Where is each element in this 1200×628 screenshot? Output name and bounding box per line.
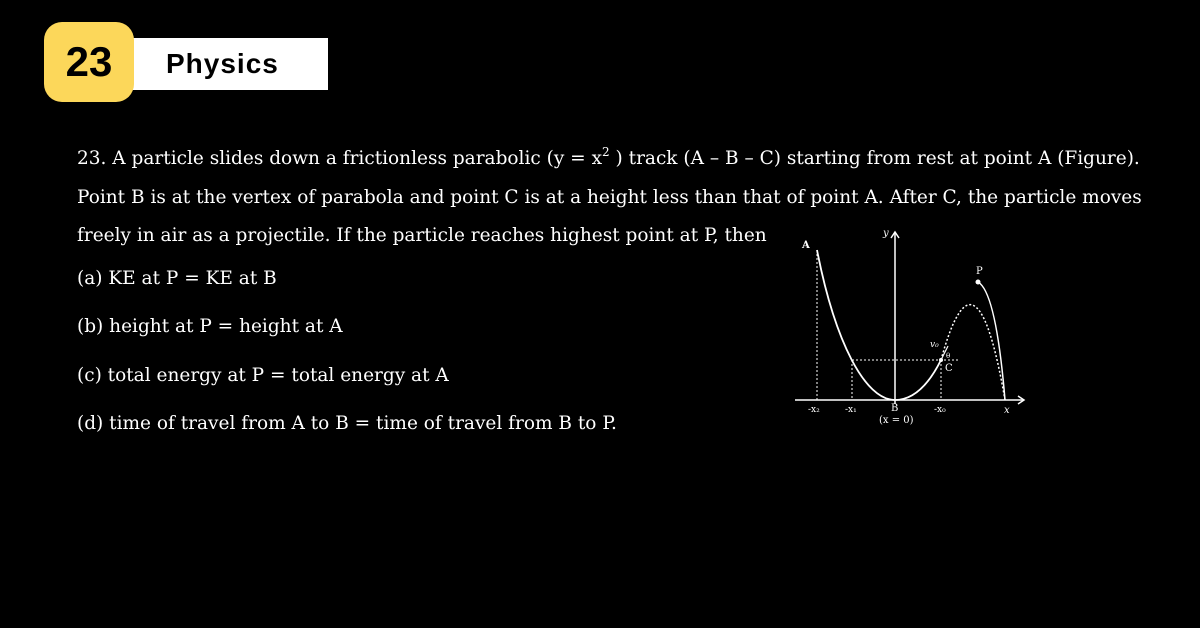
label-a: A xyxy=(802,240,810,251)
label-p: P xyxy=(976,266,983,277)
tick-b: B xyxy=(891,403,899,414)
point-p-marker xyxy=(976,280,981,285)
option-a: (a) KE at P = KE at B xyxy=(77,268,277,289)
exponent: 2 xyxy=(602,145,610,159)
parabolic-track xyxy=(817,250,941,400)
question-line-1-start: 23. A particle slides down a frictionless parabolic (y = x xyxy=(77,148,603,169)
option-b: (b) height at P = height at A xyxy=(77,316,343,337)
point-c-marker xyxy=(939,358,943,362)
parabolic-track-figure xyxy=(790,222,1040,432)
tick-neg-x1: -x₁ xyxy=(845,405,857,415)
question-number-badge: 23 xyxy=(44,22,134,102)
label-v0: v₀ xyxy=(930,340,939,350)
label-x: x xyxy=(1004,405,1010,416)
label-theta: θ xyxy=(946,352,951,360)
caption-x-zero: (x = 0) xyxy=(879,415,914,426)
option-d: (d) time of travel from A to B = time of travel from B to P. xyxy=(77,413,617,434)
tick-neg-x2: -x₂ xyxy=(808,405,820,415)
label-c: C xyxy=(945,363,953,374)
projectile-path xyxy=(941,305,1005,400)
question-line-1-end: ) track (A – B – C) starting from rest at point A (Figure). xyxy=(609,148,1140,169)
question-line-2: Point B is at the vertex of parabola and point C is at a height less than that of point A. After C, the particle moves xyxy=(77,186,1142,208)
question-line-1 xyxy=(77,140,1167,179)
option-c: (c) total energy at P = total energy at A xyxy=(77,365,449,386)
question-line-3: freely in air as a projectile. If the particle reaches highest point at P, then xyxy=(77,225,767,246)
subject-label: Physics xyxy=(130,38,328,90)
label-y: y xyxy=(883,228,889,239)
tick-x0: -x₀ xyxy=(934,405,946,415)
